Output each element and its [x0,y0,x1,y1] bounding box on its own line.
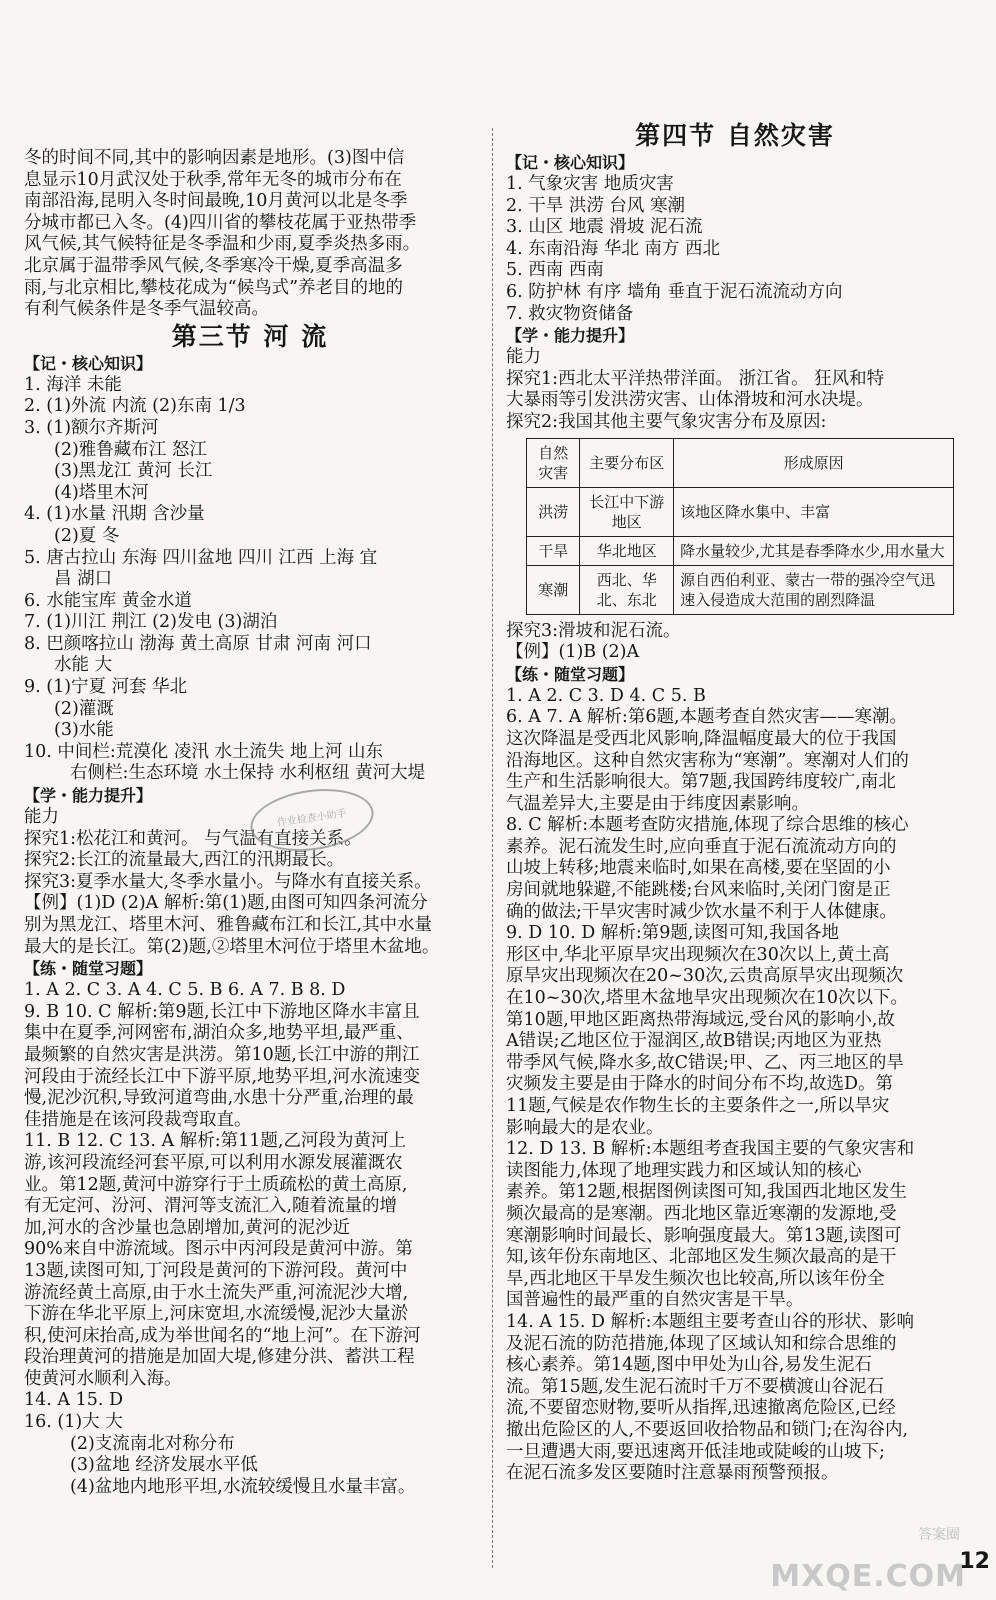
text-line: 9. B 10. C 解析:第9题,长江中下游地区降水丰富且 [24,1001,420,1022]
text-line: 大暴雨等引发洪涝灾害、山体滑坡和河水决堤。 [506,390,874,411]
text-line: 【例】(1)D (2)A 解析:第(1)题,由图可知四条河流分 [24,893,428,914]
text-line: (4)塔里木河 [54,482,149,503]
text-line: 确的做法;干旱灾害时减少饮水量不利于人体健康。 [506,901,897,922]
text-line: 核心素养。第14题,图中甲处为山谷,易发生泥石 [506,1355,872,1376]
check-stamp: 作业检查小助手 [246,782,377,859]
text-line: 12. D 13. B 解析:本题组考查我国主要的气象灾害和 [506,1139,915,1160]
text-line: 北京属于温带季风气候,冬季寒冷干燥,夏季高温多 [24,255,403,276]
text-line: (2)灌溉 [54,698,114,719]
heading-core-knowledge: 【记・核心知识】 [24,353,153,373]
text-line: 慢,泥沙沉积,导致河道弯曲,水患十分严重,治理的最 [24,1088,414,1109]
table-cell: 降水量较少,尤其是春季降水少,用水量大 [674,536,954,565]
text-line: 9. (1)宁夏 河套 华北 [24,677,188,698]
text-line: 游流经黄土高原,由于水土流失严重,河流泥沙大增, [24,1282,409,1303]
text-line: 第10题,甲地区距离热带海域远,受台风的影响小,故 [506,1009,895,1030]
text-line: 探究2:长江的流量最大,西江的汛期最长。 [24,850,345,871]
text-line: 沿海地区。这种自然灾害称为“寒潮”。寒潮对人们的 [506,750,909,771]
table-row [527,565,954,614]
text-line: 探究1:西北太平洋热带洋面。 浙江省。 狂风和特 [506,368,885,389]
text-line: 流,不要留恋财物,要听从指挥,迅速撤离危险区,已经 [506,1398,896,1419]
text-line: 使黄河水顺利入海。 [24,1368,182,1389]
text-line: (4)盆地内地形平坦,水流较缓慢且水量丰富。 [70,1476,416,1497]
table-cell: 华北地区 [580,536,674,565]
text-line: 有利气候条件是冬季气温较高。 [24,299,269,320]
practice-answers-2 [506,686,964,1485]
text-line: 8. 巴颜喀拉山 渤海 黄土高原 甘肃 河南 河口 [24,633,372,654]
text-line: 南部沿海,昆明入冬时间最晚,10月黄河以北是冬季 [24,191,408,212]
heading-practice-2: 【练・随堂习题】 [506,664,635,684]
text-line: 冬的时间不同,其中的影响因素是地形。(3)图中信 [24,148,405,168]
text-line: 探究2:我国其他主要气象灾害分布及原因: [506,411,827,432]
heading-ability-2: 【学・能力提升】 [506,326,635,346]
knowledge-answers-2 [506,174,964,325]
text-line: 1. 气象灾害 地质灾害 [506,174,674,194]
table-row [527,536,954,565]
text-line: 6. 水能宝库 黄金水道 [24,590,192,611]
text-line: 分城市都已入冬。(4)四川省的攀枝花属于亚热带季 [24,212,417,233]
text-line: 灾频发主要是由于降水的时间分布不均,故选D。第 [506,1074,894,1095]
intro-text [24,148,476,321]
right-column [506,120,964,1485]
text-line: (3)盆地 经济发展水平低 [70,1455,258,1476]
text-line: 及泥石流的防范措施,体现了区域认知和综合思维的 [506,1333,897,1354]
text-line: 昌 湖口 [54,569,113,590]
table-cell: 该地区降水集中、丰富 [674,487,954,536]
watermark-cn: 答案圈 [918,1527,960,1543]
knowledge-answers [24,375,476,785]
text-line: 9. D 10. D 解析:第9题,读图可知,我国各地 [506,923,839,944]
table-header: 自然灾害 [527,438,580,487]
disaster-table [526,438,954,615]
text-line: 游,该河段流经河套平原,可以利用水源发展灌溉农 [24,1152,403,1173]
column-divider [492,128,493,1568]
text-line: (3)水能 [54,720,114,741]
ability-answers-2 [506,347,964,433]
text-line: 撤出危险区的人,不要返回收拾物品和锁门;在沟谷内, [506,1419,909,1440]
text-line: 素养。泥石流发生时,应向垂直于泥石流流动方向的 [506,836,897,857]
text-line: 在10~30次,塔里木盆地旱灾出现频次在10次以下。 [506,988,909,1009]
text-line: 3. (1)额尔齐斯河 [24,417,159,438]
text-line: 段治理黄河的措施是加固大堤,修建分洪、蓄洪工程 [24,1347,415,1368]
text-line: 11题,气候是农作物生长的主要条件之一,所以旱灾 [506,1096,890,1116]
table-cell: 长江中下游地区 [580,487,674,536]
ability-answers-3 [506,621,964,664]
text-line: (2)雅鲁藏布江 怒江 [54,439,207,460]
text-line: 水能 大 [54,655,113,676]
text-line: 6. A 7. A 解析:第6题,本题考查自然灾害——寒潮。 [506,707,908,728]
text-line: 风气候,其气候特征是冬季温和少雨,夏季炎热多雨。 [24,234,421,255]
heading-practice: 【练・随堂习题】 [24,959,153,979]
text-line: 能力 [24,807,59,828]
text-line: 在泥石流多发区要随时注意暴雨预警预报。 [506,1463,839,1484]
text-line: 下游在华北平原上,河床宽坦,水流缓慢,泥沙大量淤 [24,1304,409,1325]
text-line: 13题,读图可知,丁河段是黄河的下游河段。黄河中 [24,1260,408,1281]
text-line: 14. A 15. D 解析:本题组主要考查山谷的形状、影响 [506,1311,914,1332]
table-cell: 洪涝 [527,487,580,536]
text-line: 形区中,华北平原旱灾出现频次在30次以上,黄土高 [506,944,890,965]
table-header-row [527,438,954,487]
text-line: 探究3:滑坡和泥石流。 [506,620,681,641]
text-line: 河段由于流经长江中下游平原,地势平坦,河水流速变 [24,1066,421,1087]
text-line: 这次降温是受西北风影响,降温幅度最大的位于我国 [506,728,897,749]
text-line: 原旱灾出现频次在20~30次,云贵高原旱灾出现频次 [506,966,904,987]
text-line: 气温差异大,主要是由于纬度因素影响。 [506,793,810,814]
text-line: 最大的是长江。第(2)题,②塔里木河位于塔里木盆地。 [24,936,440,957]
text-line: 【例】(1)B (2)A [506,642,640,663]
text-line: 生产和生活影响很大。第7题,我国跨纬度较广,南北 [506,772,896,793]
text-line: 探究1:松花江和黄河。 与气温有直接关系。 [24,828,362,849]
text-line: 山坡上转移;地震来临时,如果在高楼,要在坚固的小 [506,858,891,879]
watermark: MXQE.COM [770,1559,966,1594]
table-cell: 干旱 [527,536,580,565]
page-number: 12 [959,1549,990,1574]
text-line: (3)黑龙江 黄河 长江 [54,461,213,482]
text-line: 流。第15题,发生泥石流时千万不要横渡山谷泥石 [506,1376,884,1397]
text-line: 国普遍性的最严重的自然灾害是干旱。 [506,1290,804,1311]
text-line: 素养。第12题,根据图例读图可知,我国西北地区发生 [506,1182,907,1203]
text-line: 雨,与北京相比,攀枝花成为“候鸟式”养老目的地的 [24,277,404,298]
text-line: 佳措施是在该河段裁弯取直。 [24,1109,252,1130]
table-header: 主要分布区 [580,438,674,487]
text-line: 11. B 12. C 13. A 解析:第11题,乙河段为黄河上 [24,1131,406,1152]
text-line: 14. A 15. D [24,1390,124,1411]
text-line: 积,使河床抬高,成为举世闻名的“地上河”。在下游河 [24,1325,421,1346]
text-line: 6. 防护林 有序 墙角 垂直于泥石流流动方向 [506,281,843,302]
text-line: 1. A 2. C 3. D 4. C 5. B [506,685,706,706]
text-line: 业。第12题,黄河中游穿行于土质疏松的黄土高原, [24,1174,408,1195]
text-line: 3. 山区 地震 滑坡 泥石流 [506,217,703,238]
text-line: 4. (1)水量 汛期 含沙量 [24,504,205,525]
text-line: 5. 西南 西南 [506,260,604,281]
text-line: 7. 救灾物资储备 [506,303,634,324]
text-line: 旱,西北地区干旱发生频次也比较高,所以该年份全 [506,1268,885,1289]
heading-ability: 【学・能力提升】 [24,786,153,806]
text-line: 1. 海洋 未能 [24,374,122,395]
text-line: 带季风气候,降水多,故C错误;甲、乙、丙三地区的旱 [506,1052,904,1073]
text-line: 7. (1)川江 荆江 (2)发电 (3)湖泊 [24,612,278,633]
text-line: 加,河水的含沙量也急剧增加,黄河的泥沙近 [24,1217,351,1238]
text-line: 一旦遭遇大雨,要迅速离开低洼地或陡峻的山坡下; [506,1441,885,1462]
text-line: 房间就地躲避,不能跳楼;台风来临时,关闭门窗是正 [506,880,891,901]
text-line: 90%来自中游流域。图示中丙河段是黄河中游。第 [24,1239,413,1260]
text-line: 有无定河、汾河、渭河等支流汇入,随着流量的增 [24,1196,398,1217]
text-line: A错误;乙地区位于湿润区,故B错误;丙地区为亚热 [506,1031,882,1052]
text-line: 知,该年份东南地区、北部地区发生频次最高的是干 [506,1247,897,1268]
table-row [527,487,954,536]
text-line: 频次最高的是寒潮。西北地区靠近寒潮的发源地,受 [506,1203,897,1224]
text-line: 集中在夏季,河网密布,湖泊众多,地势平坦,最严重、 [24,1023,414,1044]
text-line: 读图能力,体现了地理实践力和区域认知的核心 [506,1160,862,1181]
text-line: 探究3:夏季水量大,冬季水量小。与降水有直接关系。 [24,871,432,892]
practice-answers [24,980,476,1498]
text-line: 8. C 解析:本题考查防灾措施,体现了综合思维的核心 [506,815,909,836]
text-line: 息显示10月武汉处于秋季,常年无冬的城市分布在 [24,169,402,190]
section-title-rivers: 第三节 河 流 [171,321,329,351]
table-cell: 寒潮 [527,565,580,614]
table-cell: 西北、华北、东北 [580,565,674,614]
text-line: 右侧栏:生态环境 水土保持 水利枢纽 黄河大堤 [70,763,426,784]
text-line: 能力 [506,347,541,368]
text-line: 2. (1)外流 内流 (2)东南 1/3 [24,396,246,417]
text-line: 2. 干旱 洪涝 台风 寒潮 [506,195,685,216]
text-line: 1. A 2. C 3. A 4. C 5. B 6. A 7. B 8. D [24,980,346,1001]
text-line: 5. 唐古拉山 东海 四川盆地 四川 江西 上海 宜 [24,547,378,568]
text-line: 最频繁的自然灾害是洪涝。第10题,长江中游的荆江 [24,1044,420,1065]
heading-core-knowledge-2: 【记・核心知识】 [506,153,635,172]
text-line: (2)支流南北对称分布 [70,1433,235,1454]
table-header: 形成原因 [674,438,954,487]
text-line: 16. (1)大 大 [24,1412,123,1433]
section-title-disasters: 第四节 自然灾害 [635,121,835,150]
text-line: 4. 东南沿海 华北 南方 西北 [506,238,720,259]
table-cell: 源自西伯利亚、蒙古一带的强冷空气迅速入侵造成大范围的剧烈降温 [674,565,954,614]
text-line: (2)夏 冬 [54,525,120,546]
text-line: 影响最大的是农业。 [506,1117,664,1138]
text-line: 10. 中间栏:荒漠化 凌汛 水土流失 地上河 山东 [24,741,384,762]
text-line: 别为黑龙江、塔里木河、雅鲁藏布江和长江,其中水量 [24,915,433,935]
text-line: 寒潮影响时间最长、影响强度最大。第13题,读图可 [506,1225,902,1246]
